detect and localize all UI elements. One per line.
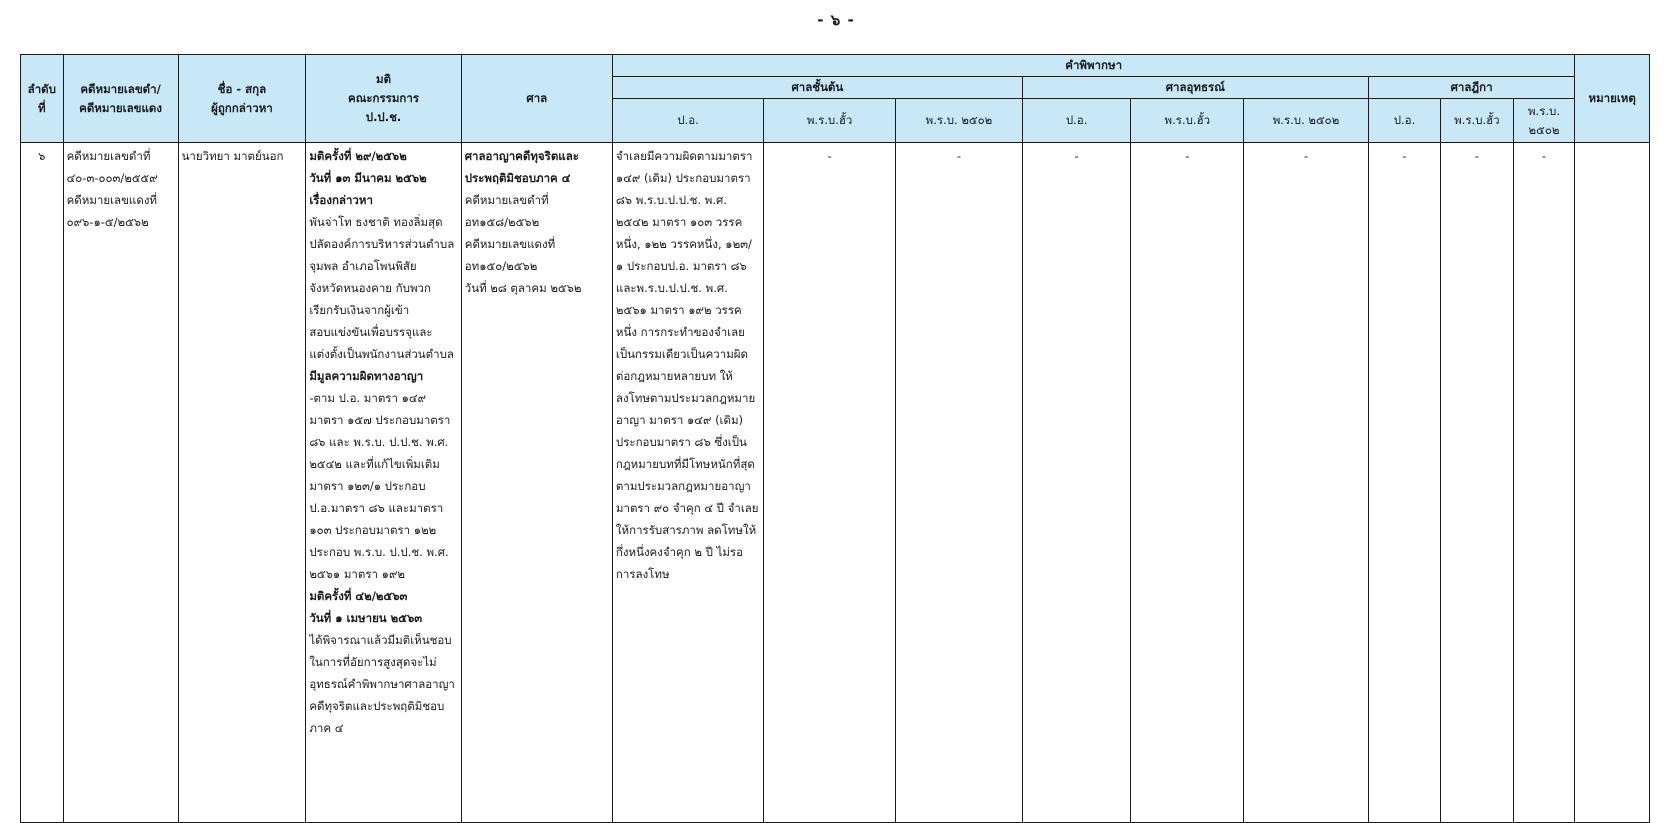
nacc-line: พันจ่าโท ธงชาติ ทองลิ่มสุด [309, 215, 443, 229]
first-po-line: เป็นกรรมเดียวเป็นความผิด [615, 347, 748, 361]
court-line: วันที่ ๒๘ ตุลาคม ๒๕๖๒ [464, 281, 582, 295]
header-no: ลำดับ ที่ [21, 55, 64, 143]
nacc-line: แต่งตั้งเป็นพนักงานส่วนตำบล [309, 347, 454, 361]
first-po-line: ๘๖ พ.ร.บ.ป.ป.ช. พ.ศ. [615, 193, 727, 207]
table-row [21, 143, 1650, 823]
cell-first-prb: - [764, 143, 896, 823]
header-nacc-resolution: มติ คณะกรรมการ ป.ป.ช. [306, 55, 461, 143]
first-po-line: ๑ ประกอบป.อ. มาตรา ๘๖ [615, 259, 747, 273]
first-po-line: หนึ่ง การกระทำของจำเลย [615, 325, 745, 339]
cell-nacc-resolution [306, 143, 461, 823]
court-line: คดีหมายเลขดำที่ [464, 193, 549, 207]
court-line: คดีหมายเลขแดงที่ [464, 237, 556, 251]
header-first-po: ป.อ. [612, 99, 763, 143]
nacc-line: คดีทุจริตและประพฤติมิชอบ [309, 699, 445, 713]
nacc-line: ประกอบ พ.ร.บ. ป.ป.ช. พ.ศ. [309, 545, 449, 559]
nacc-line: วันที่ ๑ เมษายน ๒๕๖๓ [309, 611, 423, 625]
first-po-line: การลงโทษ [615, 567, 670, 581]
nacc-line: มาตรา ๑๒๓/๑ ประกอบ [309, 479, 426, 493]
nacc-line: ๘๖ และ พ.ร.บ. ป.ป.ช. พ.ศ. [309, 435, 449, 449]
header-remarks: หมายเหตุ [1575, 55, 1650, 143]
cell-supreme-po: - [1368, 143, 1440, 823]
cell-court [461, 143, 612, 823]
cell-first-po [612, 143, 763, 823]
header-case-number: คดีหมายเลขดำ/ คดีหมายเลขแดง [63, 55, 178, 143]
header-judgment: คำพิพากษา [612, 55, 1574, 77]
header-court-first: ศาลชั้นต้น [612, 77, 1022, 99]
nacc-line: ปลัดองค์การบริหารส่วนตำบล [309, 237, 455, 251]
first-po-line: ให้การรับสารภาพ ลดโทษให้ [615, 523, 757, 537]
header-first-prb2502: พ.ร.บ. ๒๕๐๒ [896, 99, 1023, 143]
header-name: ชื่อ - สกุล ผู้ถูกกล่าวหา [178, 55, 306, 143]
page-number: - ๖ - [817, 11, 855, 29]
first-po-line: กึ่งหนึ่งคงจำคุก ๒ ปี ไม่รอ [615, 545, 744, 559]
cell-appeal-prb2502: - [1244, 143, 1369, 823]
header-supreme-po: ป.อ. [1368, 99, 1440, 143]
cell-appeal-prb: - [1131, 143, 1244, 823]
header-appeal-prb: พ.ร.บ.ฮั้ว [1131, 99, 1244, 143]
cell-no: ๖ [21, 143, 64, 823]
first-po-line: ต่อกฎหมายหลายบท ให้ [615, 369, 733, 383]
nacc-line: ในการที่อัยการสูงสุดจะไม่ [309, 655, 437, 669]
first-po-line: จำเลยมีความผิดตามมาตรา [615, 149, 753, 163]
case-table [20, 54, 1650, 823]
nacc-line: สอบแข่งขันเพื่อบรรจุและ [309, 325, 433, 339]
cell-first-prb2502: - [896, 143, 1023, 823]
case-number-line: ๔๐-๓-๐๐๓/๒๕๕๙ [66, 171, 158, 185]
court-line: อท๑๕๘/๒๕๖๒ [464, 215, 540, 229]
nacc-line: ได้พิจารณาแล้วมีมติเห็นชอบ [309, 633, 452, 647]
header-appeal-prb2502: พ.ร.บ. ๒๕๐๒ [1244, 99, 1369, 143]
first-po-line: หนึ่ง, ๑๒๒ วรรคหนึ่ง, ๑๒๓/ [615, 237, 752, 251]
case-number-line: คดีหมายเลขดำที่ [66, 149, 151, 163]
accused-name: นายวิทยา มาตย์นอก [181, 149, 284, 163]
header-court-supreme: ศาลฎีกา [1368, 77, 1575, 99]
nacc-line: ๒๕๖๑ มาตรา ๑๙๒ [309, 567, 405, 581]
header-appeal-po: ป.อ. [1022, 99, 1131, 143]
first-po-line: อาญา มาตรา ๑๔๙ (เดิม) [615, 413, 744, 427]
header-first-prb: พ.ร.บ.ฮั้ว [764, 99, 896, 143]
header-supreme-prb: พ.ร.บ.ฮั้ว [1441, 99, 1513, 143]
first-po-line: ๑๔๙ (เดิม) ประกอบมาตรา [615, 171, 751, 185]
nacc-line: มติครั้งที่ ๔๒/๒๕๖๓ [309, 589, 408, 603]
header-court: ศาล [461, 55, 612, 143]
nacc-line: มติครั้งที่ ๒๙/๒๕๖๒ [309, 149, 407, 163]
first-po-line: ๒๕๔๒ มาตรา ๑๐๓ วรรค [615, 215, 743, 229]
nacc-line: มีมูลความผิดทางอาญา [309, 369, 424, 383]
court-line: ประพฤติมิชอบภาค ๔ [464, 171, 571, 185]
cell-appeal-po: - [1022, 143, 1131, 823]
nacc-line: อุทธรณ์คำพิพากษาศาลอาญา [309, 677, 455, 691]
first-po-line: กฎหมายบทที่มีโทษหนักที่สุด [615, 457, 755, 471]
nacc-line: ๑๐๓ ประกอบมาตรา ๑๒๒ [309, 523, 437, 537]
first-po-line: ตามประมวลกฎหมายอาญา [615, 479, 751, 493]
header-court-appeal: ศาลอุทธรณ์ [1022, 77, 1368, 99]
cell-remarks [1575, 143, 1650, 823]
nacc-line: ป.อ.มาตรา ๘๖ และมาตรา [309, 501, 444, 515]
nacc-line: ๒๕๔๒ และที่แก้ไขเพิ่มเติม [309, 457, 440, 471]
case-number-line: คดีหมายเลขแดงที่ [66, 193, 158, 207]
first-po-line: ลงโทษตามประมวลกฎหมาย [615, 391, 756, 405]
court-line: ศาลอาญาคดีทุจริตและ [464, 149, 579, 163]
nacc-line: เรียกรับเงินจากผู้เข้า [309, 303, 410, 317]
nacc-line: เรื่องกล่าวหา [309, 193, 373, 207]
cell-name [178, 143, 306, 823]
nacc-line: ภาค ๔ [309, 721, 344, 735]
nacc-line: จังหวัดหนองคาย กับพวก [309, 281, 431, 295]
nacc-line: -ตาม ป.อ. มาตรา ๑๔๙ [309, 391, 427, 405]
first-po-line: ประกอบมาตรา ๘๖ ซึ่งเป็น [615, 435, 747, 449]
court-line: อท๑๕๐/๒๕๖๒ [464, 259, 538, 273]
first-po-line: และพ.ร.บ.ป.ป.ช. พ.ศ. [615, 281, 728, 295]
first-po-line: มาตรา ๙๐ จำคุก ๔ ปี จำเลย [615, 501, 759, 515]
cell-case-number [63, 143, 178, 823]
cell-supreme-prb: - [1441, 143, 1513, 823]
first-po-line: ๒๕๖๑ มาตรา ๑๙๒ วรรค [615, 303, 742, 317]
cell-supreme-prb2502: - [1513, 143, 1575, 823]
header-supreme-prb2502: พ.ร.บ. ๒๕๐๒ [1513, 99, 1575, 143]
nacc-line: มาตรา ๑๕๗ ประกอบมาตรา [309, 413, 451, 427]
nacc-line: วันที่ ๑๓ มีนาคม ๒๕๖๒ [309, 171, 427, 185]
case-number-line: ๐๙๖-๑-๕/๒๕๖๒ [66, 215, 149, 229]
nacc-line: จุมพล อำเภอโพนพิสัย [309, 259, 417, 273]
